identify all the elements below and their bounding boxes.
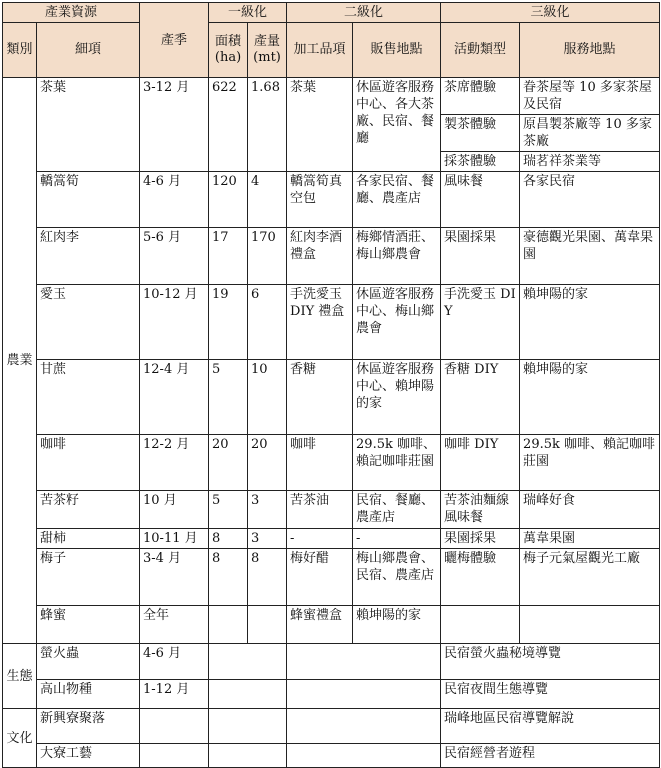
sales-cell: 休區遊客服務中心、各大茶廠、民宿、餐廳 bbox=[353, 78, 441, 172]
product-cell: 紅肉李酒禮盒 bbox=[287, 228, 353, 285]
service-cell: 賴坤陽的家 bbox=[520, 360, 660, 435]
item-cell: 愛玉 bbox=[37, 285, 140, 360]
item-cell: 蜂蜜 bbox=[37, 606, 140, 644]
activity-cell: 曬梅體驗 bbox=[441, 549, 520, 606]
activity-cell: 果園採果 bbox=[441, 228, 520, 285]
item-cell: 梅子 bbox=[37, 549, 140, 606]
product-cell: 咖啡 bbox=[287, 435, 353, 491]
activity-cell: 茶席體驗 bbox=[441, 78, 520, 115]
area-cell: 17 bbox=[209, 228, 248, 285]
activity-cell: 苦茶油麵線風味餐 bbox=[441, 491, 520, 529]
service-cell bbox=[520, 606, 660, 644]
season-cell: 10-12 月 bbox=[140, 285, 209, 360]
tertiary-cell: 民宿螢火蟲秘境導覽 bbox=[441, 644, 660, 680]
yield-cell: 3 bbox=[248, 491, 287, 529]
item-cell: 螢火蟲 bbox=[37, 644, 140, 680]
product-cell: 苦茶油 bbox=[287, 491, 353, 529]
area-cell: 5 bbox=[209, 360, 248, 435]
service-cell: 萬韋果園 bbox=[520, 529, 660, 549]
tertiary-cell: 民宿夜間生態導覽 bbox=[441, 680, 660, 709]
season-cell: 1-12 月 bbox=[140, 680, 209, 709]
season-cell: 5-6 月 bbox=[140, 228, 209, 285]
header-yield: 產量(mt) bbox=[248, 23, 287, 78]
season-cell: 10 月 bbox=[140, 491, 209, 529]
area-cell bbox=[209, 606, 248, 644]
sales-cell: 各家民宿、餐廳、農產店 bbox=[353, 172, 441, 228]
secondary-cell bbox=[287, 744, 441, 768]
season-cell: 全年 bbox=[140, 606, 209, 644]
table-row bbox=[3, 744, 660, 768]
yield-cell: 6 bbox=[248, 285, 287, 360]
season-cell bbox=[140, 709, 209, 744]
service-cell: 各家民宿 bbox=[520, 172, 660, 228]
activity-cell bbox=[441, 606, 520, 644]
table-row bbox=[3, 360, 660, 435]
table-row bbox=[3, 529, 660, 549]
header-area: 面積(ha) bbox=[209, 23, 248, 78]
area-cell: 19 bbox=[209, 285, 248, 360]
service-cell: 豪德觀光果園、萬韋果園 bbox=[520, 228, 660, 285]
category-agriculture: 農業 bbox=[3, 78, 37, 644]
service-cell: 賴坤陽的家 bbox=[520, 285, 660, 360]
table-row bbox=[3, 228, 660, 285]
item-cell: 轎篙筍 bbox=[37, 172, 140, 228]
season-cell: 12-4 月 bbox=[140, 360, 209, 435]
item-cell: 甘蔗 bbox=[37, 360, 140, 435]
activity-cell: 咖啡 DIY bbox=[441, 435, 520, 491]
product-cell: 手洗愛玉 DIY 禮盒 bbox=[287, 285, 353, 360]
header-activity: 活動類型 bbox=[441, 23, 520, 78]
yield-cell: 1.68 bbox=[248, 78, 287, 172]
item-cell: 新興寮聚落 bbox=[37, 709, 140, 744]
product-cell: 轎篙筍真空包 bbox=[287, 172, 353, 228]
area-cell: 8 bbox=[209, 529, 248, 549]
area-cell: 20 bbox=[209, 435, 248, 491]
header-item: 細項 bbox=[37, 23, 140, 78]
header-service: 服務地點 bbox=[520, 23, 660, 78]
yield-cell: 170 bbox=[248, 228, 287, 285]
activity-cell: 果園採果 bbox=[441, 529, 520, 549]
season-cell: 4-6 月 bbox=[140, 172, 209, 228]
primary-cell bbox=[209, 680, 287, 709]
service-cell: 眷茶屋等 10 多家茶屋及民宿 bbox=[520, 78, 660, 115]
sales-cell: 梅山鄉農會、民宿、農產店 bbox=[353, 549, 441, 606]
sales-cell: 休區遊客服務中心、梅山鄉農會 bbox=[353, 285, 441, 360]
season-cell: 10-11 月 bbox=[140, 529, 209, 549]
primary-cell bbox=[209, 744, 287, 768]
product-cell: 梅好醋 bbox=[287, 549, 353, 606]
activity-cell: 製茶體驗 bbox=[441, 115, 520, 152]
area-cell: 622 bbox=[209, 78, 248, 172]
activity-cell: 採茶體驗 bbox=[441, 152, 520, 172]
yield-cell: 20 bbox=[248, 435, 287, 491]
product-cell: 茶葉 bbox=[287, 78, 353, 172]
product-cell: 香糖 bbox=[287, 360, 353, 435]
service-cell: 梅子元氣屋觀光工廠 bbox=[520, 549, 660, 606]
table-row bbox=[3, 491, 660, 529]
sales-cell: 賴坤陽的家 bbox=[353, 606, 441, 644]
header-season: 產季 bbox=[140, 3, 209, 78]
area-cell: 8 bbox=[209, 549, 248, 606]
sales-cell: 梅鄉情酒莊、梅山鄉農會 bbox=[353, 228, 441, 285]
product-cell: - bbox=[287, 529, 353, 549]
yield-cell: 8 bbox=[248, 549, 287, 606]
service-cell: 瑞峰好食 bbox=[520, 491, 660, 529]
area-cell: 5 bbox=[209, 491, 248, 529]
secondary-cell bbox=[287, 644, 441, 680]
area-cell: 120 bbox=[209, 172, 248, 228]
table-row bbox=[3, 680, 660, 709]
item-cell: 苦茶籽 bbox=[37, 491, 140, 529]
season-cell: 12-2 月 bbox=[140, 435, 209, 491]
category-culture: 文化 bbox=[3, 709, 37, 768]
season-cell: 4-6 月 bbox=[140, 644, 209, 680]
header-tertiary: 三級化 bbox=[441, 3, 660, 23]
table-row bbox=[3, 172, 660, 228]
season-cell bbox=[140, 744, 209, 768]
yield-cell: 10 bbox=[248, 360, 287, 435]
item-cell: 甜柿 bbox=[37, 529, 140, 549]
sales-cell: 休區遊客服務中心、賴坤陽的家 bbox=[353, 360, 441, 435]
primary-cell bbox=[209, 709, 287, 744]
table-row bbox=[3, 606, 660, 644]
header-resource: 產業資源 bbox=[3, 3, 140, 23]
industry-resource-table bbox=[2, 2, 660, 768]
table-row bbox=[3, 644, 660, 680]
product-cell: 蜂蜜禮盒 bbox=[287, 606, 353, 644]
category-ecology: 生態 bbox=[3, 644, 37, 709]
table-row bbox=[3, 285, 660, 360]
header-sales: 販售地點 bbox=[353, 23, 441, 78]
header-product: 加工品項 bbox=[287, 23, 353, 78]
table-row bbox=[3, 78, 660, 115]
tertiary-cell: 瑞峰地區民宿導覽解說 bbox=[441, 709, 660, 744]
header-primary: 一級化 bbox=[209, 3, 287, 23]
table-row bbox=[3, 435, 660, 491]
item-cell: 咖啡 bbox=[37, 435, 140, 491]
tertiary-cell: 民宿經營者遊程 bbox=[441, 744, 660, 768]
item-cell: 茶葉 bbox=[37, 78, 140, 172]
header-secondary: 二級化 bbox=[287, 3, 441, 23]
activity-cell: 香糖 DIY bbox=[441, 360, 520, 435]
activity-cell: 手洗愛玉 DIY bbox=[441, 285, 520, 360]
yield-cell: 3 bbox=[248, 529, 287, 549]
service-cell: 原昌製茶廠等 10 多家茶廠 bbox=[520, 115, 660, 152]
item-cell: 高山物種 bbox=[37, 680, 140, 709]
table-row bbox=[3, 709, 660, 744]
table-row bbox=[3, 549, 660, 606]
sales-cell: 29.5k 咖啡、賴記咖啡莊園 bbox=[353, 435, 441, 491]
season-cell: 3-12 月 bbox=[140, 78, 209, 172]
item-cell: 紅肉李 bbox=[37, 228, 140, 285]
activity-cell: 風味餐 bbox=[441, 172, 520, 228]
item-cell: 大寮工藝 bbox=[37, 744, 140, 768]
sales-cell: - bbox=[353, 529, 441, 549]
header-category: 類別 bbox=[3, 23, 37, 78]
sales-cell: 民宿、餐廳、農產店 bbox=[353, 491, 441, 529]
season-cell: 3-4 月 bbox=[140, 549, 209, 606]
secondary-cell bbox=[287, 709, 441, 744]
secondary-cell bbox=[287, 680, 441, 709]
service-cell: 29.5k 咖啡、賴記咖啡莊園 bbox=[520, 435, 660, 491]
yield-cell bbox=[248, 606, 287, 644]
service-cell: 瑞茗祥茶業等 bbox=[520, 152, 660, 172]
primary-cell bbox=[209, 644, 287, 680]
yield-cell: 4 bbox=[248, 172, 287, 228]
